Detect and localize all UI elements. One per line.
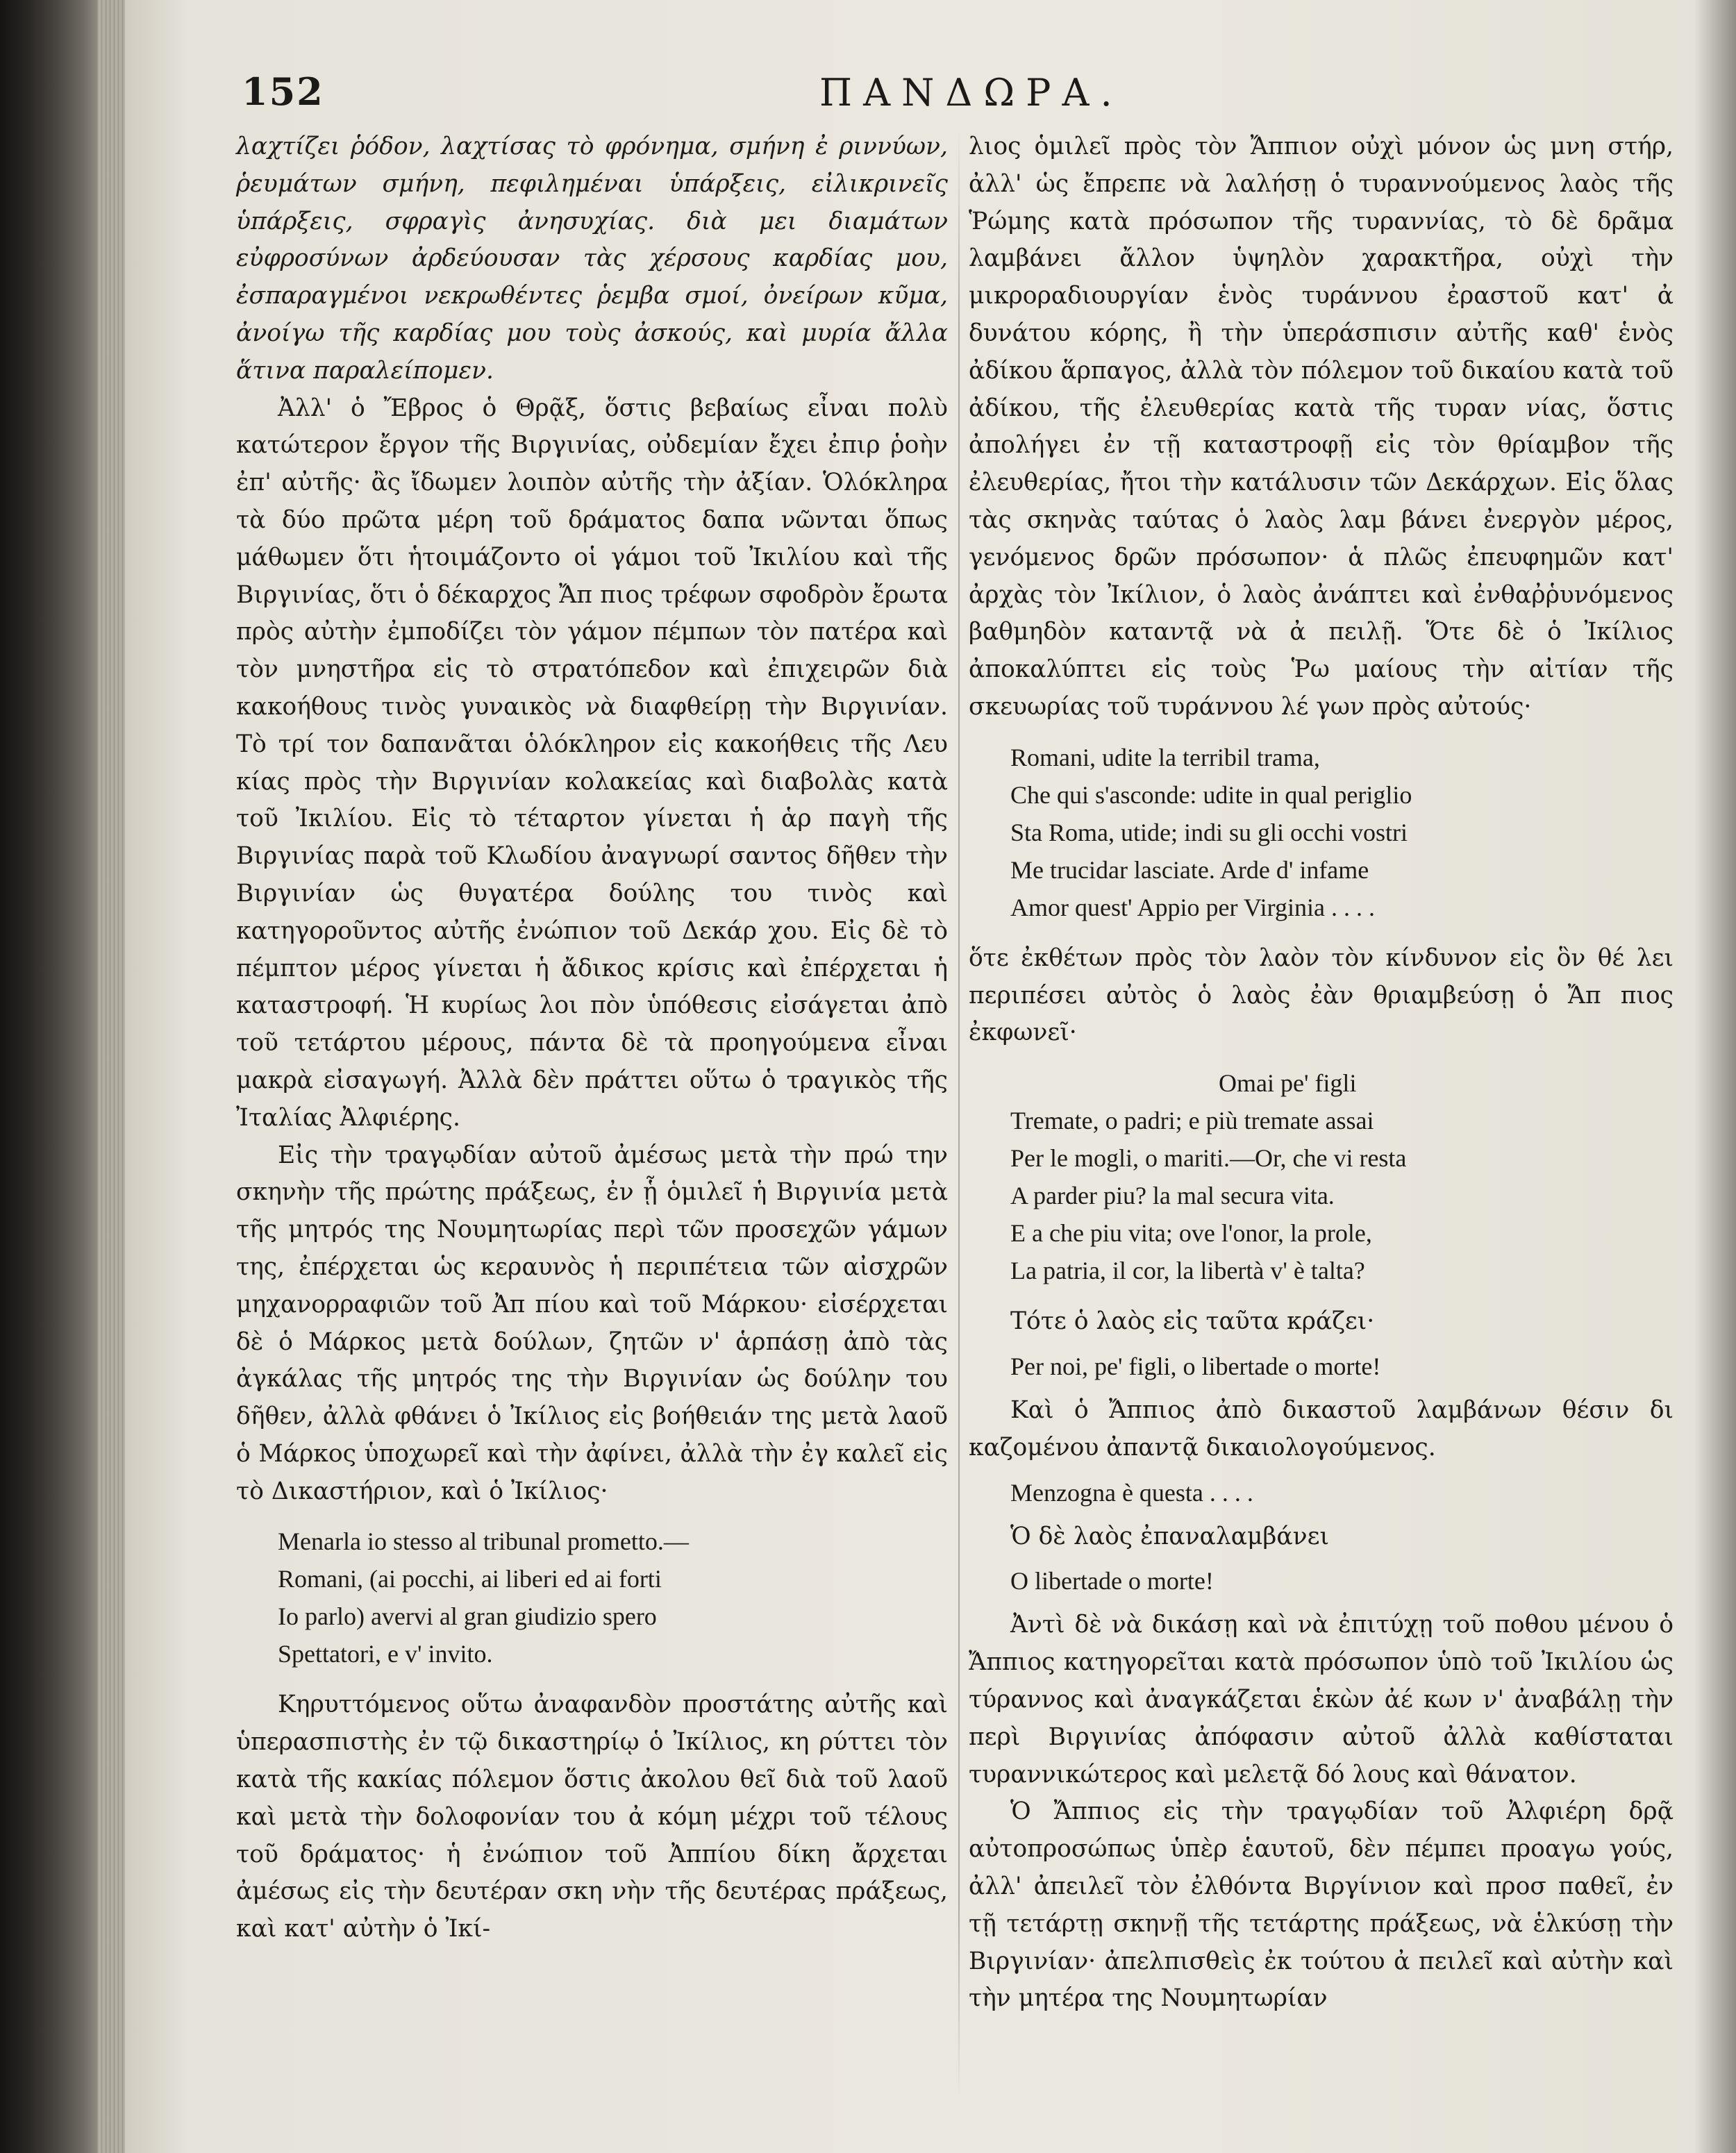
paragraph: Κηρυττόμενος οὕτω ἀναφανδὸν προστάτης αὐτῆς καὶ ὑπερασπιστὴς ἐν τῷ δικαστηρίῳ ὁ Ἰκίλιος, κη ρύττει τὸν κατὰ τῆς κακίας πόλεμον ὅστις ἀκολου θεῖ διὰ τοῦ λαοῦ καὶ μετὰ τὴν δολοφονίαν του ἀ κόμη μέχρι τοῦ τέλους τοῦ δράματος· ἡ ἐνώπιον τοῦ Ἀππίου δίκη ἄρχεται ἀμέσως εἰς τὴν δευτέραν σκη νὴν τῆς δευτέρας πράξεως, καὶ κατ' αὐτὴν ὁ Ἰκί- (236, 1691, 948, 1943)
quoted-speech: Per noi, pe' figli, o libertade o morte! (1010, 1352, 1381, 1380)
paragraph: λιος ὁμιλεῖ πρὸς τὸν Ἄππιον οὐχὶ μόνον ὡς μνη στήρ, ἀλλ' ὡς ἔπρεπε νὰ λαλήσῃ ὁ τυραννούμενος λαὸς τῆς Ῥώμης κατὰ πρόσωπον τῆς τυραννίας, τὸ δὲ δρᾶμα λαμβάνει ἄλλον ὑψηλὸν χαρακτῆρα, οὐχὶ τὴν μικροραδιουργίαν ἑνὸς τυράννου ἐραστοῦ κατ' ἀ δυνάτου κόρης, ἢ τὴν ὑπεράσπισιν αὐτῆς καθ' ἑνὸς ἀδίκου ἅρπαγος, ἀλλὰ τὸν πόλεμον τοῦ δικαίου κατὰ τοῦ ἀδίκου, τῆς ἐλευθερίας κατὰ τῆς τυραν νίας, ὅστις ἀπολήγει ἐν τῇ καταστροφῇ εἰς τὸν θρίαμβον τῆς ἐλευθερίας, ἤτοι τὴν κατάλυσιν τῶν Δεκάρχων. Εἰς ὅλας τὰς σκηνὰς ταύτας ὁ λαὸς λαμ βάνει ἐνεργὸν μέρος, γενόμενος δρῶν πρόσωπον· ἁ πλῶς ἐπευφημῶν κατ' ἀρχὰς τὸν Ἰκίλιον, ὁ λαὸς ἀνάπτει καὶ ἐνθαῤῥυνόμενος βαθμηδὸν καταντᾷ νὰ ἀ πειλῇ. Ὅτε δὲ ὁ Ἰκίλιος ἀποκαλύπτει εἰς τοὺς Ῥω μαίους τὴν αἰτίαν τῆς σκευωρίας τοῦ τυράννου λέ γων πρὸς αὐτούς· (969, 133, 1674, 721)
verse-line: A parder piu? la mal secura vita. (1010, 1182, 1335, 1210)
page-number: 152 (242, 69, 324, 114)
verse-quote (969, 1064, 1674, 1289)
book-spine (0, 0, 97, 2153)
verse-line: La patria, il cor, la libertà v' è talta? (1010, 1257, 1365, 1285)
paragraph: Ὁ δὲ λαὸς ἐπαναλαμβάνει (1010, 1522, 1330, 1550)
paragraph: Ἀλλ' ὁ Ἔβρος ὁ Θρᾷξ, ὅστις βεβαίως εἶναι πολὺ κατώτερον ἔργον τῆς Βιργινίας, οὐδεμίαν ἔχει ἐπιρ ῥοὴν ἐπ' αὐτῆς· ἂς ἴδωμεν λοιπὸν αὐτῆς τὴν ἀξίαν. Ὁλόκληρα τὰ δύο πρῶτα μέρη τοῦ δράματος δαπα νῶνται ὅπως μάθωμεν ὅτι ἡτοιμάζοντο οἱ γάμοι τοῦ Ἰκιλίου καὶ τῆς Βιργινίας, ὅτι ὁ δέκαρχος Ἄπ πιος τρέφων σφοδρὸν ἔρωτα πρὸς αὐτὴν ἐμποδίζει τὸν γάμον πέμπων τὸν πατέρα καὶ τὸν μνηστῆρα εἰς τὸ στρατόπεδον καὶ ἐπιχειρῶν διὰ κακοήθους τινὸς γυναικὸς νὰ διαφθείρῃ τὴν Βιργινίαν. Τὸ τρί τον δαπανᾶται ὁλόκληρον εἰς κακοήθεις τῆς Λευ κίας πρὸς τὴν Βιργινίαν κολακείας καὶ διαβολὰς κατὰ τοῦ Ἰκιλίου. Εἰς τὸ τέταρτον γίνεται ἡ ἁρ παγὴ τῆς Βιργινίας παρὰ τοῦ Κλωδίου ἀναγνωρί σαντος δῆθεν τὴν Βιργινίαν ὡς θυγατέρα δούλης του τινὸς καὶ κατηγοροῦντος αὐτῆς ἐνώπιον τοῦ Δεκάρ χου. Εἰς δὲ τὸ πέμπτον μέρος γίνεται ἡ ἄδικος κρίσις καὶ ἐπέρχεται ἡ καταστροφή. Ἡ κυρίως λοι πὸν ὑπόθεσις εἰσάγεται ἀπὸ τοῦ τετάρτου μέρους, πάντα δὲ τὰ προηγούμενα εἶναι μακρὰ εἰσαγωγή. Ἀλλὰ δὲν πράττει οὕτω ὁ τραγικὸς τῆς Ἰταλίας Ἀλφιέρης. (236, 394, 948, 1132)
paragraph: ὅτε ἐκθέτων πρὸς τὸν λαὸν τὸν κίνδυνον εἰς ὃν θέ λει περιπέσει αὐτὸς ὁ λαὸς ἐὰν θριαμβεύσῃ ὁ Ἄπ πιος ἐκφωνεῖ· (969, 944, 1674, 1047)
verse-line: Sta Roma, utide; indi su gli occhi vostri (1010, 818, 1408, 846)
verse-line: Spettatori, e v' invito. (278, 1640, 493, 1668)
verse-quote (969, 739, 1674, 926)
verse-line: E a che piu vita; ove l'onor, la prole, (1010, 1219, 1372, 1248)
paragraph: Ἀντὶ δὲ νὰ δικάσῃ καὶ νὰ ἐπιτύχῃ τοῦ ποθου μένου ὁ Ἄππιος κατηγορεῖται κατὰ πρόσωπον ὑπὸ τοῦ Ἰκιλίου ὡς τύραννος καὶ ἀναγκάζεται ἑκὼν ἀέ κων ν' ἀναβάλῃ τὴν περὶ Βιργινίας ἀπόφασιν αὐτοῦ ἀλλὰ καθίσταται τυραννικώτερος καὶ μελετᾷ δό λους καὶ θάνατον. (969, 1611, 1674, 1788)
column-divider (958, 128, 960, 2100)
right-column (969, 128, 1674, 2018)
verse-line: Me trucidar lasciate. Arde d' infame (1010, 855, 1369, 884)
paragraph: Εἰς τὴν τραγῳδίαν αὐτοῦ ἀμέσως μετὰ τὴν πρώ την σκηνὴν τῆς πρώτης πράξεως, ἐν ᾗ ὁμιλεῖ ἡ Βιργινία μετὰ τῆς μητρός της Νουμητωρίας περὶ τῶν προσεχῶν γάμων της, ἐπέρχεται ὡς κεραυνὸς ἡ περιπέτεια τῶν αἰσχρῶν μηχανορραφιῶν τοῦ Ἀπ πίου καὶ τοῦ Μάρκου· εἰσέρχεται δὲ ὁ Μάρκος μετὰ δούλων, ζητῶν ν' ἁρπάσῃ ἀπὸ τὰς ἀγκάλας τῆς μητρός της τὴν Βιργινίαν ὡς δούλην του δῆθεν, ἀλλὰ φθάνει ὁ Ἰκίλιος εἰς βοήθειάν της μετὰ λαοῦ ὁ Μάρκος ὑποχωρεῖ καὶ τὴν ἀφίνει, ἀλλὰ τὴν ἐγ καλεῖ εἰς τὸ Δικαστήριον, καὶ ὁ Ἰκίλιος· (236, 1141, 948, 1505)
paragraph: Ὁ Ἄππιος εἰς τὴν τραγῳδίαν τοῦ Ἀλφιέρη δρᾷ αὐτοπροσώπως ὑπὲρ ἑαυτοῦ, δὲν πέμπει προαγω γούς, ἀλλ' ἀπειλεῖ τὸν ἐλθόντα Βιργίνιον καὶ προσ παθεῖ, ἐν τῇ τετάρτῃ σκηνῇ τῆς τετάρτης πράξεως, νὰ ἑλκύσῃ τὴν Βιργινίαν· ἀπελπισθεὶς ἐκ τούτου ἀ πειλεῖ καὶ αὐτὴν καὶ τὴν μητέρα της Νουμητωρίαν (969, 1798, 1674, 2013)
verse-line: Io parlo) avervi al gran giudizio spero (278, 1602, 657, 1631)
verse-line: Per le mogli, o mariti.—Or, che vi resta (1010, 1144, 1407, 1173)
paragraph: Καὶ ὁ Ἄππιος ἀπὸ δικαστοῦ λαμβάνων θέσιν δι καζομένου ἀπαντᾷ δικαιολογούμενος. (969, 1396, 1674, 1461)
paragraph: Τότε ὁ λαὸς εἰς ταῦτα κράζει· (1010, 1307, 1375, 1336)
verse-line: Amor quest' Appio per Virginia . . . . (1010, 893, 1375, 921)
verse-line: Che qui s'asconde: udite in qual periglio (1010, 780, 1412, 809)
verse-line: Menarla io stesso al tribunal prometto.— (278, 1527, 689, 1556)
quoted-speech: Menzogna è questa . . . . (1010, 1478, 1253, 1507)
verse-line: Omai pe' figli (1219, 1069, 1357, 1098)
running-title: ΠΑΝΔΩΡΑ. (819, 71, 1124, 115)
verse-quote (236, 1523, 948, 1673)
verse-line: Tremate, o padri; e più tremate assai (1010, 1107, 1374, 1135)
page-edges (97, 0, 125, 2153)
paragraph: λαχτίζει ῥόδον, λαχτίσας τὸ φρόνημα, σμήνη ἐ ριννύων, ῥευμάτων σμήνη, πεφιλημέναι ὑπάρξεις, εἰλικρινεῖς ὑπάρξεις, σφραγὶς ἀνησυχίας. διὰ μει διαμάτων εὐφροσύνων ἀρδεύουσαν τὰς χέρσους καρδίας μου, ἐσπαραγμένοι νεκρωθέντες ῥεμβα σμοί, ὀνείρων κῦμα, ἀνοίγω τῆς καρδίας μου τοὺς ἀσκούς, καὶ μυρία ἄλλα ἅτινα παραλείπομεν. (236, 133, 948, 385)
verse-line: Romani, (ai pocchi, ai liberi ed ai forti (278, 1565, 662, 1593)
verse-line: Romani, udite la terribil trama, (1010, 743, 1320, 771)
left-column (236, 128, 948, 1948)
page-shadow (1694, 0, 1736, 2153)
quoted-speech: O libertade o morte! (1010, 1567, 1214, 1595)
